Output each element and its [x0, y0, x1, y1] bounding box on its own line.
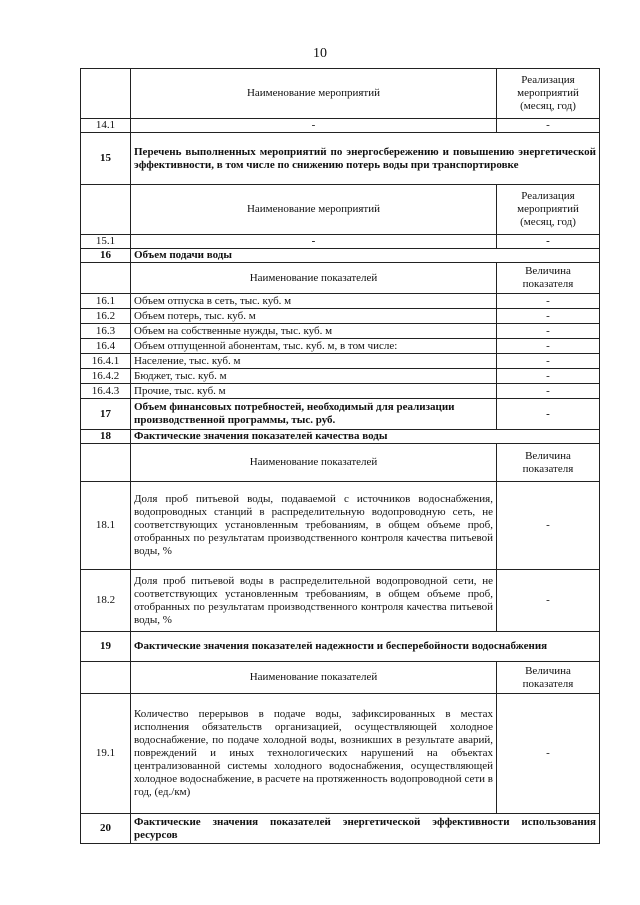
row-value: - [497, 235, 600, 249]
column-header-name: Наименование мероприятий [131, 185, 497, 235]
empty-cell [81, 69, 131, 119]
row-value: - [497, 384, 600, 399]
row-value: - [497, 369, 600, 384]
row-value: - [497, 119, 600, 133]
row-number: 15.1 [81, 235, 131, 249]
row-value: - [497, 294, 600, 309]
section-number: 19 [81, 632, 131, 662]
section-number: 16 [81, 249, 131, 263]
row-number: 16.2 [81, 309, 131, 324]
table-row [81, 339, 600, 354]
column-header-value: Величина показателя [497, 662, 600, 694]
empty-cell [81, 444, 131, 482]
row-number: 16.4 [81, 339, 131, 354]
table-header-row [81, 662, 600, 694]
section-row [81, 814, 600, 844]
section-title: Фактические значения показателей надежности и бесперебойности водоснабжения [131, 632, 600, 662]
column-header-name: Наименование показателей [131, 263, 497, 294]
section-row [81, 399, 600, 430]
row-value: - [497, 324, 600, 339]
row-name: Население, тыс. куб. м [131, 354, 497, 369]
table-row [81, 324, 600, 339]
row-name: - [131, 235, 497, 249]
section-title: Фактические значения показателей энергетической эффективности использования ресурсов [131, 814, 600, 844]
row-value: - [497, 482, 600, 570]
section-number: 18 [81, 430, 131, 444]
row-number: 16.4.1 [81, 354, 131, 369]
empty-cell [81, 662, 131, 694]
empty-cell [81, 185, 131, 235]
row-number: 16.4.3 [81, 384, 131, 399]
table-row [81, 119, 600, 133]
column-header-realization: Реализация мероприятий (месяц, год) [497, 185, 600, 235]
table-header-row [81, 444, 600, 482]
column-header-name: Наименование показателей [131, 662, 497, 694]
column-header-realization: Реализация мероприятий (месяц, год) [497, 69, 600, 119]
section-row [81, 632, 600, 662]
row-value: - [497, 339, 600, 354]
section-row [81, 133, 600, 185]
row-name: Количество перерывов в подаче воды, зафиксированных в местах исполнения обязательств организацией, осуществляющей холодное водоснабжение, по подаче холодной воды, возникших в результате аварий, повреждений и иных технологических нарушений на объектах централизованной системы холодного водоснабжения, осуществляющей холодное водоснабжение, в расчете на протяженность водопроводной сети в год, (ед./км) [131, 694, 497, 814]
section-title: Фактические значения показателей качества воды [131, 430, 600, 444]
row-number: 18.1 [81, 482, 131, 570]
row-number: 19.1 [81, 694, 131, 814]
row-value: - [497, 354, 600, 369]
row-number: 14.1 [81, 119, 131, 133]
section-number: 20 [81, 814, 131, 844]
row-value: - [497, 570, 600, 632]
row-name: Объем отпуска в сеть, тыс. куб. м [131, 294, 497, 309]
column-header-name: Наименование мероприятий [131, 69, 497, 119]
row-value: - [497, 309, 600, 324]
report-table [80, 68, 600, 844]
table-row [81, 384, 600, 399]
table-row [81, 570, 600, 632]
table-header-row [81, 69, 600, 119]
row-number: 16.4.2 [81, 369, 131, 384]
section-row [81, 430, 600, 444]
column-header-value: Величина показателя [497, 444, 600, 482]
row-value: - [497, 694, 600, 814]
row-name: Прочие, тыс. куб. м [131, 384, 497, 399]
page-number: 10 [313, 46, 327, 61]
row-name: Доля проб питьевой воды, подаваемой с источников водоснабжения, водопроводных станций в распределительную водопроводную сеть, не соответствующих установленным требованиям, в общем объеме проб, отобранных по результатам производственного контроля качества питьевой воды, % [131, 482, 497, 570]
section-number: 17 [81, 399, 131, 430]
table-header-row [81, 185, 600, 235]
table-row [81, 235, 600, 249]
column-header-name: Наименование показателей [131, 444, 497, 482]
row-name: Бюджет, тыс. куб. м [131, 369, 497, 384]
table-header-row [81, 263, 600, 294]
table-row [81, 482, 600, 570]
row-name: Объем отпущенной абонентам, тыс. куб. м, в том числе: [131, 339, 497, 354]
table-row [81, 694, 600, 814]
row-name: - [131, 119, 497, 133]
table-row [81, 369, 600, 384]
section-row [81, 249, 600, 263]
table-row [81, 309, 600, 324]
table-row [81, 294, 600, 309]
row-name: Доля проб питьевой воды в распределительной водопроводной сети, не соответствующих установленным требованиям, в общем объеме проб, отобранных по результатам производственного контроля качества питьевой воды, % [131, 570, 497, 632]
section-value: - [497, 399, 600, 430]
table-row [81, 354, 600, 369]
empty-cell [81, 263, 131, 294]
row-name: Объем потерь, тыс. куб. м [131, 309, 497, 324]
row-number: 16.3 [81, 324, 131, 339]
section-number: 15 [81, 133, 131, 185]
section-title: Объем подачи воды [131, 249, 600, 263]
section-title: Перечень выполненных мероприятий по энергосбережению и повышению энергетической эффективности, в том числе по снижению потерь воды при транспортировке [131, 133, 600, 185]
row-name: Объем на собственные нужды, тыс. куб. м [131, 324, 497, 339]
column-header-value: Величина показателя [497, 263, 600, 294]
section-title: Объем финансовых потребностей, необходимый для реализации производственной программы, тыс. руб. [131, 399, 497, 430]
row-number: 16.1 [81, 294, 131, 309]
row-number: 18.2 [81, 570, 131, 632]
